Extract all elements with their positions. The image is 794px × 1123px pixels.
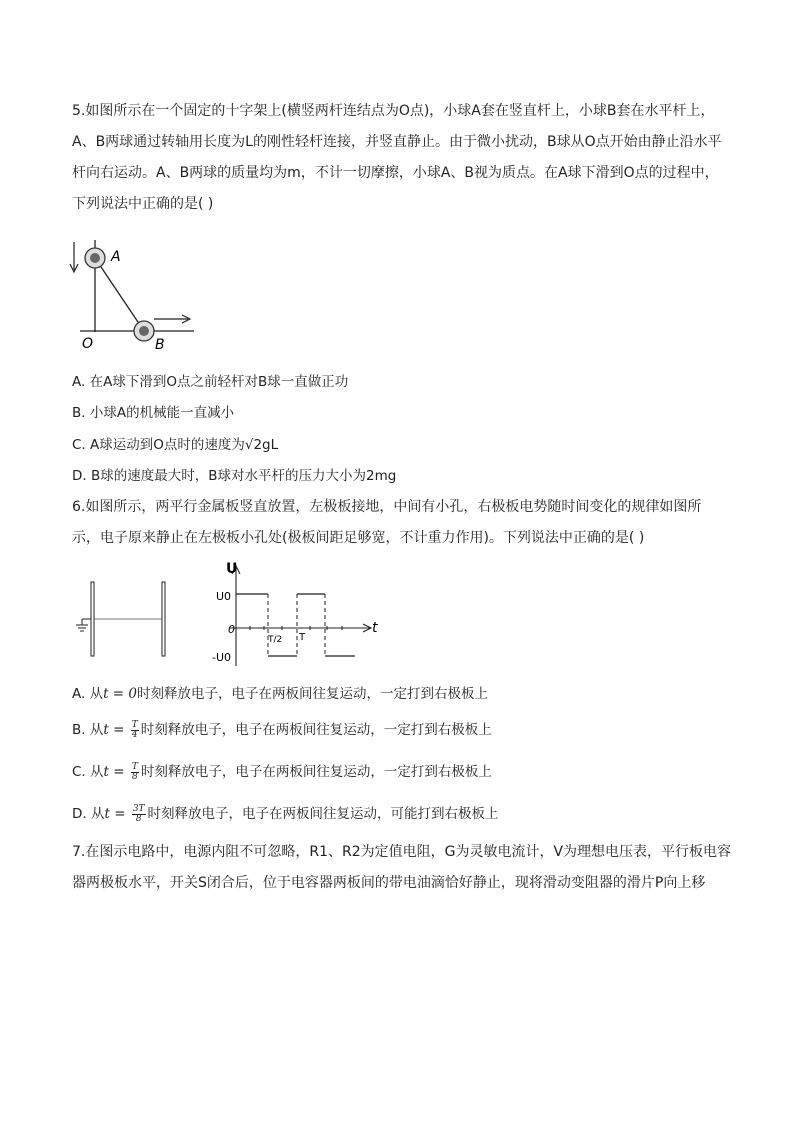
right-arrow-icon [154,315,190,323]
q5-option-c: C. A球运动到O点时的速度为√2gL [72,437,279,453]
light-rod [95,258,144,331]
ball-b [134,321,154,341]
q7-line-1: 7.在图示电路中，电源内阻不可忽略，R1、R2为定值电阻，G为灵敏电流计，V为理想电压表，平行板电容 [72,844,732,860]
q5-line-1: 5.如图所示在一个固定的十字架上(横竖两杆连结点为O点)，小球A套在竖直杆上，小球B套在水平杆上， [72,103,715,119]
q6-option-a: A. 从t = 0时刻释放电子，电子在两板间往复运动，一定打到右极板上 [72,686,489,702]
q6-line-2: 示，电子原来静止在左极板小孔处(极板间距足够宽，不计重力作用)。下列说法中正确的是( ) [72,530,645,546]
t-tick-label: T [299,632,306,643]
t-axis-label: t [372,620,378,636]
q5-figure [62,236,202,354]
zero-label: 0 [228,623,235,636]
q5-line-3: 杆向右运动。A、B两球的质量均为m，不计一切摩擦，小球A、B视为质点。在A球下滑到O点的过程中， [72,165,719,181]
ground-icon [76,619,91,631]
q6-option-c: C. 从t = $\frac{T}{8}$ 时刻释放电子，电子在两板间往复运动，一定打到右极板上 [72,761,492,782]
q6-option-d: D. 从t = $\frac{3T}{8}$ 时刻释放电子，电子在两板间往复运动，可能打到右极板上 [72,803,499,824]
q7-line-2: 器两极板水平，开关S闭合后，位于电容器两板间的带电油滴恰好静止，现将滑动变阻器的滑片P向上移 [72,875,706,891]
q5-option-a: A. 在A球下滑到O点之前轻杆对B球一直做正功 [72,374,349,390]
down-arrow-icon [70,242,78,272]
u0-label: U0 [216,590,232,603]
q6-voltage-graph [212,560,387,670]
ball-a [85,248,105,268]
q5-option-d: D. B球的速度最大时，B球对水平杆的压力大小为2mg [72,468,397,484]
q6-line-1: 6.如图所示，两平行金属板竖直放置，左极板接地，中间有小孔，右极板电势随时间变化的规律如图所 [72,499,702,515]
q5-line-2: A、B两球通过转轴用长度为L的刚性轻杆连接，并竖直静止。由于微小扰动，B球从O点开始由静止沿水平 [72,134,722,150]
q5-option-b: B. 小球A的机械能一直减小 [72,405,235,421]
square-wave [236,594,355,656]
label-a: A [111,249,121,265]
u-axis-label: U [226,561,238,577]
right-plate [162,582,165,656]
neg-u0-label: -U0 [212,651,232,664]
q5-line-4: 下列说法中正确的是( ) [72,196,214,212]
q6-option-b: B. 从t = $\frac{T}{4}$ 时刻释放电子，电子在两板间往复运动，一定打到右极板上 [72,719,492,740]
q6-plates-figure [68,578,178,660]
half-t-label: T/2 [268,635,283,645]
left-plate [91,582,94,656]
label-b: B [155,337,165,353]
label-o: O [82,336,94,352]
